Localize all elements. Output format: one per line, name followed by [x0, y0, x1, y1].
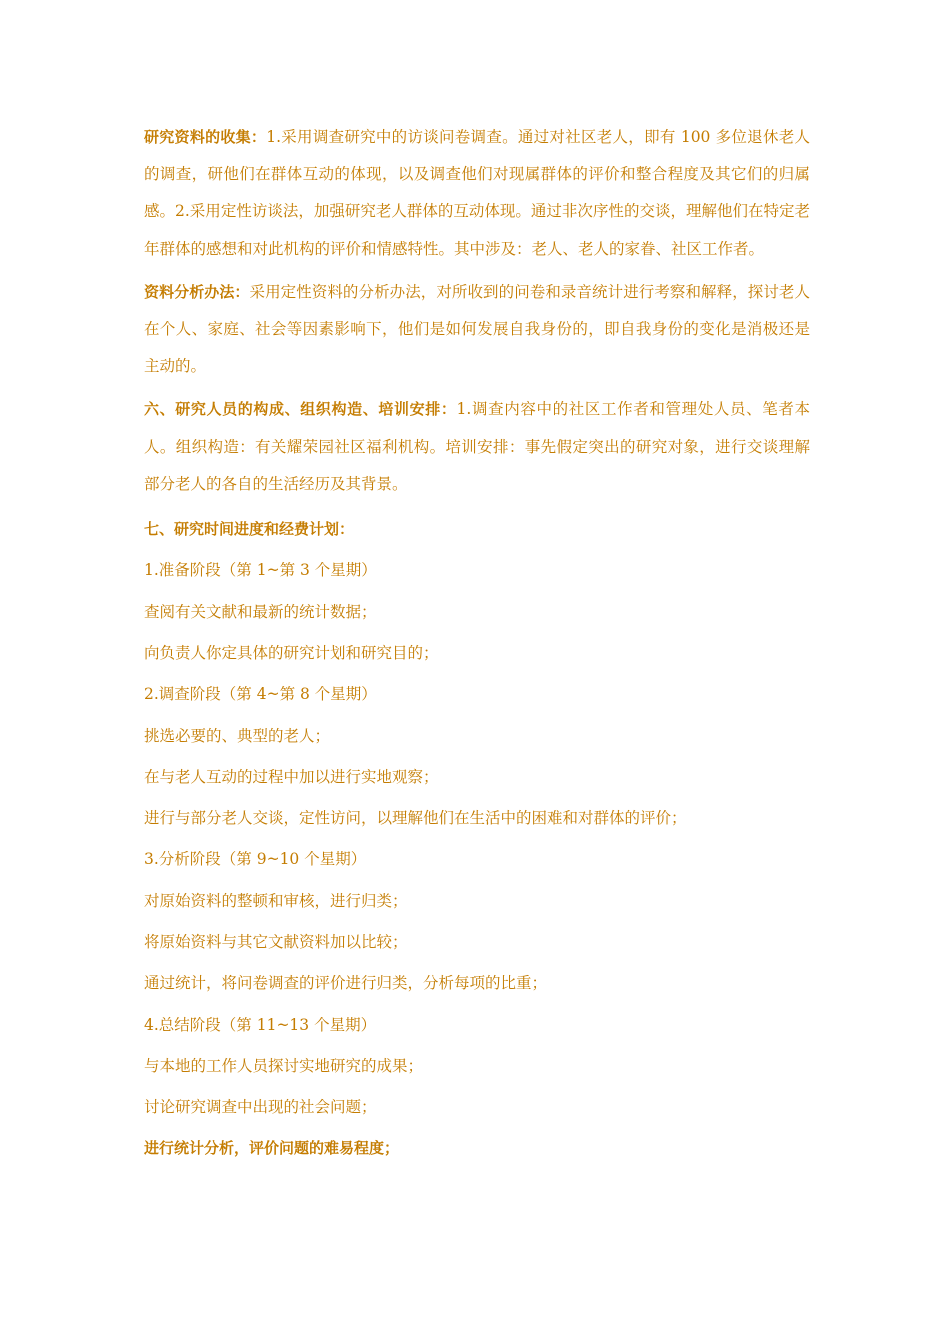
schedule-line: 对原始资料的整顿和审核，进行归类；: [144, 891, 408, 910]
heading-section-six: 六、研究人员的构成、组织构造、培训安排：: [144, 400, 457, 419]
schedule-line: 挑选必要的、典型的老人；: [144, 726, 331, 745]
heading-data-collection: 研究资料的收集：: [144, 128, 267, 146]
paragraph-data-collection: [144, 119, 810, 268]
heading-data-analysis: 资料分析办法：: [144, 282, 250, 301]
schedule-line: 在与老人互动的过程中加以进行实地观察；: [144, 767, 439, 786]
schedule-line: 4.总结阶段（第 11~13 个星期）: [144, 1015, 377, 1034]
schedule-line: 3.分析阶段（第 9~10 个星期）: [144, 850, 367, 869]
heading-section-seven: 七、研究时间进度和经费计划：: [144, 520, 355, 539]
schedule-line: 与本地的工作人员探讨实地研究的成果；: [144, 1056, 424, 1075]
paragraph-section-six: [144, 391, 810, 503]
text-data-collection: 1.采用调查研究中的访谈问卷调查。通过对社区老人，即有 100 多位退休老人的调查，研他们在群体互动的体现，以及调查他们对现属群体的评价和整合程度及其它们的归属感。2.采用定性访谈法，加强研究老人群体的互动体现。通过非次序性的交谈，理解他们在特定老年群体的感想和对此机构的评价和情感特性。其中涉及：老人、老人的家眷、社区工作者。: [144, 128, 810, 258]
schedule-line: 向负责人你定具体的研究计划和研究目的；: [144, 643, 439, 662]
document-body: [144, 119, 810, 1170]
schedule-line: 1.准备阶段（第 1~第 3 个星期）: [144, 561, 377, 580]
schedule-line-bold: 进行统计分析，评价问题的难易程度；: [144, 1139, 400, 1158]
schedule-line: 将原始资料与其它文献资料加以比较；: [144, 933, 408, 951]
schedule-line: 进行与部分老人交谈，定性访问，以理解他们在生活中的困难和对群体的评价；: [144, 809, 687, 828]
schedule-line: 2.调查阶段（第 4~第 8 个星期）: [144, 685, 377, 704]
schedule-line: 通过统计，将问卷调查的评价进行归类，分析每项的比重；: [144, 974, 548, 993]
text-data-analysis: 采用定性资料的分析办法，对所收到的问卷和录音统计进行考察和解释，探讨老人在个人、家庭、社会等因素影响下，他们是如何发展自我身份的，即自我身份的变化是消极还是主动的。: [144, 282, 810, 376]
text-section-six: 1.调查内容中的社区工作者和管理处人员、笔者本人。组织构造：有关耀荣园社区福利机构。培训安排：事先假定突出的研究对象，进行交谈理解部分老人的各自的生活经历及其背景。: [144, 400, 810, 493]
schedule-line: 查阅有关文献和最新的统计数据；: [144, 602, 377, 621]
paragraph-data-analysis: [144, 274, 810, 386]
schedule-line: 讨论研究调查中出现的社会问题；: [144, 1098, 377, 1117]
